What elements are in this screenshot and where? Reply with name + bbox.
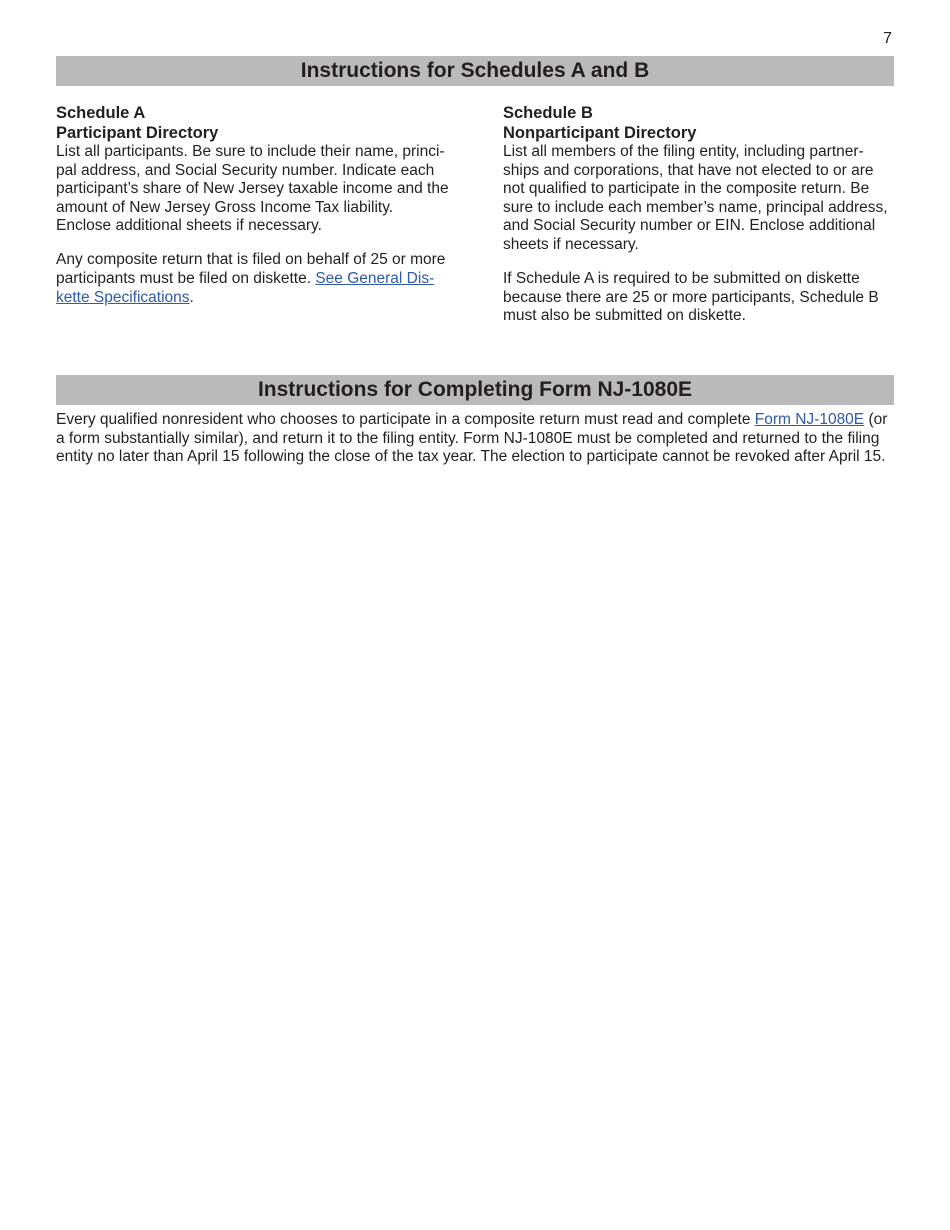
schedule-a-subheading: Participant Directory [56,123,219,142]
schedule-b-subheading: Nonparticipant Directory [503,123,697,142]
schedule-a-paragraph-2-text: Any composite return that is filed on behalf of 25 or more participants must be filed on diskette. [56,251,446,288]
schedule-a-heading: Schedule A [56,104,146,122]
section-title-schedules: Instructions for Schedules A and B [56,56,894,86]
nj1080e-paragraph [56,411,896,467]
schedule-a-paragraph-1: List all participants. Be sure to include their name, princi-pal address, and Social Security number. Indicate each participant’s share of New Jersey taxable income and the amount of New Jersey Gross Income Tax liability. Enclose additional sheets if necessary. [56,143,449,235]
page-number: 7 [883,30,892,47]
schedule-b-heading: Schedule B [503,104,593,122]
schedule-a-paragraph-2-end: . [189,288,194,306]
nj1080e-text-before-link: Every qualified nonresident who chooses to participate in a composite return must read and complete [56,411,755,428]
schedule-a-column [56,104,451,307]
form-nj1080e-link[interactable]: Form NJ-1080E [754,411,865,428]
schedule-a-paragraph-2 [56,251,451,307]
schedule-b-paragraph-2: If Schedule A is required to be submitted on diskette because there are 25 or more participants, Schedule B must also be submitted on diskette. [503,270,879,325]
nj1080e-text-after-link: (or a form substantially similar), and return it to the filing entity. Form NJ-1080E must be completed and returned to the filing entity no later than April 15 following the close of the tax year. The election to participate cannot be revoked after April 15. [56,411,888,466]
diskette-specifications-link[interactable]: See General Dis-kette Specifications [56,270,435,306]
schedule-b-paragraph-1: List all members of the filing entity, including partner-ships and corporations, that have not elected to or are not qualified to participate in the composite return. Be sure to include each member’s name, principal address, and Social Security number or EIN. Enclose additional sheets if necessary. [503,143,888,253]
section-title-nj1080e: Instructions for Completing Form NJ-1080E [56,375,894,405]
schedule-b-column [503,104,895,326]
